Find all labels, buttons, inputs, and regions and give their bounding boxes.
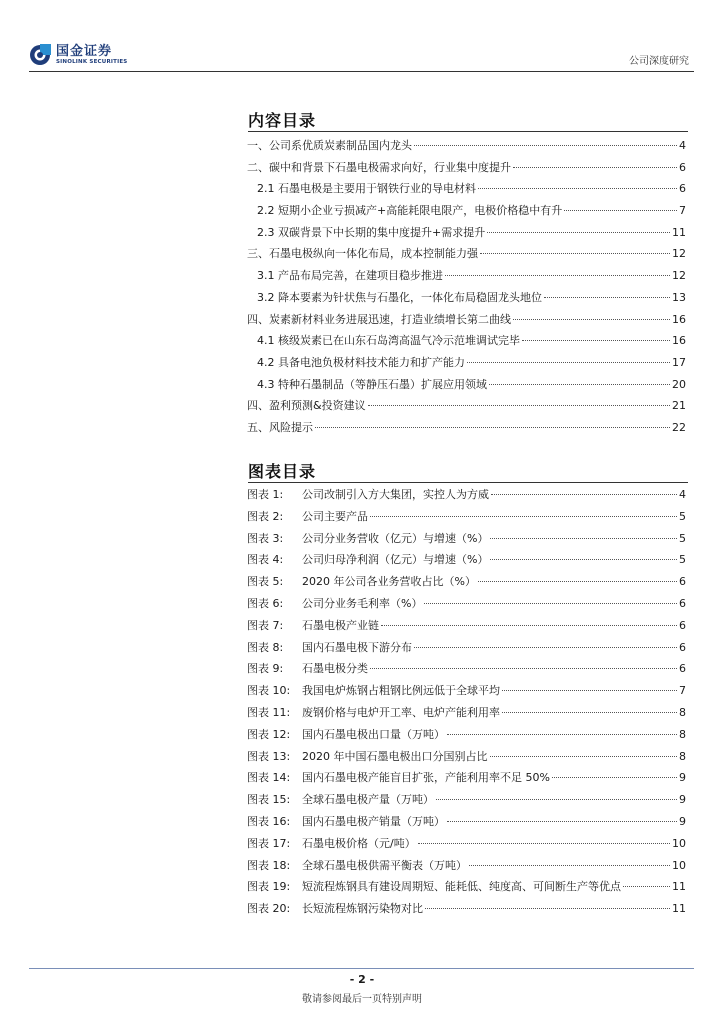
figure-entry[interactable] bbox=[247, 617, 686, 639]
figure-entry-number: 图表 9: bbox=[247, 662, 284, 676]
figure-entry-number: 图表 10: bbox=[247, 684, 291, 698]
figure-leader-dots bbox=[502, 690, 677, 691]
toc-entry-label: 4.1 核级炭素已在山东石岛湾高温气冷示范堆调试完毕 bbox=[257, 334, 520, 348]
figure-entry-page: 5 bbox=[679, 531, 686, 545]
figure-entry-page: 4 bbox=[679, 488, 686, 501]
logo-chinese-name: 国金证券 bbox=[56, 43, 113, 59]
toc-leader-dots bbox=[480, 253, 670, 254]
figure-entry-page: 11 bbox=[672, 880, 686, 894]
figure-entry-number: 图表 18: bbox=[247, 858, 291, 872]
toc-entry-page: 6 bbox=[679, 182, 686, 196]
toc-leader-dots bbox=[315, 427, 670, 428]
toc-entry-page: 11 bbox=[672, 225, 686, 239]
toc-entry[interactable] bbox=[247, 397, 686, 419]
toc-title: 内容目录 bbox=[248, 111, 317, 130]
toc-entry-page: 4 bbox=[679, 139, 686, 152]
figure-entry-number: 图表 20: bbox=[247, 902, 291, 916]
figure-entry-page: 6 bbox=[679, 596, 686, 610]
figure-leader-dots bbox=[478, 581, 677, 582]
figure-entry-number: 图表 2: bbox=[247, 509, 284, 523]
figure-leader-dots bbox=[490, 559, 677, 560]
figure-entry-label: 公司改制引入方大集团，实控人为方威 bbox=[302, 488, 489, 501]
toc-entry-page: 12 bbox=[672, 269, 686, 283]
figure-leader-dots bbox=[414, 647, 677, 648]
figure-entry-number: 图表 11: bbox=[247, 705, 291, 719]
figure-entry-label: 公司分业务营收（亿元）与增速（%） bbox=[302, 531, 489, 545]
figure-entry[interactable] bbox=[247, 813, 686, 835]
figure-entry-page: 6 bbox=[679, 640, 686, 654]
figure-entry[interactable] bbox=[247, 639, 686, 661]
toc-entry-page: 12 bbox=[672, 247, 686, 261]
figure-entry-page: 6 bbox=[679, 618, 686, 632]
toc-leader-dots bbox=[478, 188, 677, 189]
figure-entry[interactable] bbox=[247, 660, 686, 682]
toc-entry-page: 21 bbox=[672, 399, 686, 413]
toc-entry[interactable] bbox=[247, 354, 686, 376]
figure-leader-dots bbox=[623, 886, 670, 887]
figure-entry-label: 废钢价格与电炉开工率、电炉产能利用率 bbox=[302, 705, 500, 719]
toc-entry-label: 2.2 短期小企业亏损减产+高能耗限电限产，电极价格稳中有升 bbox=[257, 204, 563, 218]
figure-entry-number: 图表 17: bbox=[247, 836, 291, 850]
figure-entry-page: 7 bbox=[679, 684, 686, 698]
figure-entry-number: 图表 1: bbox=[247, 488, 284, 501]
figure-entry-label: 石墨电极产业链 bbox=[302, 618, 379, 632]
toc-entry-page: 22 bbox=[672, 420, 686, 434]
toc-entry-label: 3.2 降本要素为针状焦与石墨化，一体化布局稳固龙头地位 bbox=[257, 290, 542, 304]
figure-entry-label: 2020 年中国石墨电极出口分国别占比 bbox=[302, 749, 488, 763]
toc-entry[interactable] bbox=[247, 332, 686, 354]
figure-entry-label: 国内石墨电极出口量（万吨） bbox=[302, 727, 445, 741]
figure-entry-page: 5 bbox=[679, 509, 686, 523]
figure-entry-label: 国内石墨电极下游分布 bbox=[302, 640, 412, 654]
toc-title-divider bbox=[248, 131, 688, 132]
figure-leader-dots bbox=[447, 734, 677, 735]
figure-entry-number: 图表 7: bbox=[247, 618, 284, 632]
toc-entry-label: 2.3 双碳背景下中长期的集中度提升+需求提升 bbox=[257, 225, 486, 239]
figure-entry-page: 8 bbox=[679, 749, 686, 763]
footer-divider bbox=[29, 968, 694, 969]
toc-leader-dots bbox=[467, 362, 670, 363]
toc-entry-label: 二、碳中和背景下石墨电极需求向好，行业集中度提升 bbox=[247, 160, 511, 174]
figure-entry[interactable] bbox=[247, 573, 686, 595]
figure-entry-label: 公司主要产品 bbox=[302, 509, 368, 523]
figure-entry-number: 图表 6: bbox=[247, 596, 284, 610]
toc-leader-dots bbox=[544, 297, 670, 298]
logo-english-name: SINOLINK SECURITIES bbox=[56, 58, 128, 65]
figure-leader-dots bbox=[469, 865, 670, 866]
footer-disclaimer: 敬请参阅最后一页特别声明 bbox=[302, 994, 422, 1005]
figure-entry-page: 8 bbox=[679, 727, 686, 741]
toc-entry[interactable] bbox=[247, 137, 686, 159]
figure-entry-page: 10 bbox=[672, 858, 686, 872]
header-divider bbox=[29, 71, 694, 72]
figure-entry-number: 图表 4: bbox=[247, 553, 284, 567]
toc-entry[interactable] bbox=[247, 180, 686, 202]
toc-entry-page: 16 bbox=[672, 312, 686, 326]
document-type: 公司深度研究 bbox=[629, 56, 689, 67]
figure-entry-page: 11 bbox=[672, 902, 686, 916]
figure-leader-dots bbox=[490, 538, 677, 539]
toc-leader-dots bbox=[445, 275, 670, 276]
company-logo bbox=[29, 42, 127, 68]
figure-entry-number: 图表 19: bbox=[247, 880, 291, 894]
toc-entry-page: 17 bbox=[672, 355, 686, 369]
toc-entry[interactable] bbox=[247, 159, 686, 181]
toc-entry-label: 一、公司系优质炭素制品国内龙头 bbox=[247, 139, 412, 152]
figure-entry[interactable] bbox=[247, 595, 686, 617]
toc-entry-label: 四、炭素新材料业务进展迅速，打造业绩增长第二曲线 bbox=[247, 312, 511, 326]
toc-entry-label: 4.3 特种石墨制品（等静压石墨）扩展应用领域 bbox=[257, 377, 487, 391]
figure-entry-number: 图表 8: bbox=[247, 640, 284, 654]
toc-entry[interactable] bbox=[247, 245, 686, 267]
figure-entry[interactable] bbox=[247, 748, 686, 770]
figure-entry-number: 图表 3: bbox=[247, 531, 284, 545]
figure-entry-page: 9 bbox=[679, 771, 686, 785]
figure-entry[interactable] bbox=[247, 857, 686, 879]
figure-entry-label: 国内石墨电极产能盲目扩张，产能利用率不足 50% bbox=[302, 771, 550, 785]
figure-entry-label: 石墨电极分类 bbox=[302, 662, 368, 676]
figure-entry-label: 公司分业务毛利率（%） bbox=[302, 596, 423, 610]
figure-entry-number: 图表 16: bbox=[247, 814, 291, 828]
toc-entry-page: 6 bbox=[679, 160, 686, 174]
figure-entry[interactable] bbox=[247, 508, 686, 530]
list-of-figures bbox=[247, 486, 686, 922]
toc-entry-label: 4.2 具备电池负极材料技术能力和扩产能力 bbox=[257, 355, 465, 369]
page-header bbox=[0, 0, 724, 78]
figure-entry-label: 国内石墨电极产销量（万吨） bbox=[302, 814, 445, 828]
figure-leader-dots bbox=[370, 516, 677, 517]
figure-entry-label: 石墨电极价格（元/吨） bbox=[302, 836, 416, 850]
figure-entry[interactable] bbox=[247, 726, 686, 748]
toc-entry[interactable] bbox=[247, 224, 686, 246]
figure-entry[interactable] bbox=[247, 878, 686, 900]
toc-entry-label: 四、盈利预测&投资建议 bbox=[247, 399, 366, 413]
figure-entry-number: 图表 12: bbox=[247, 727, 291, 741]
toc-entry-label: 五、风险提示 bbox=[247, 420, 313, 434]
figure-entry-label: 我国电炉炼钢占粗钢比例远低于全球平均 bbox=[302, 684, 500, 698]
toc-entry[interactable] bbox=[247, 419, 686, 441]
toc-leader-dots bbox=[489, 384, 670, 385]
figure-leader-dots bbox=[370, 668, 677, 669]
figure-leader-dots bbox=[418, 843, 670, 844]
figure-entry[interactable] bbox=[247, 791, 686, 813]
toc-entry[interactable] bbox=[247, 311, 686, 333]
toc-leader-dots bbox=[368, 405, 670, 406]
figure-entry[interactable] bbox=[247, 486, 686, 508]
toc-entry[interactable] bbox=[247, 267, 686, 289]
figure-leader-dots bbox=[447, 821, 677, 822]
figure-leader-dots bbox=[381, 625, 677, 626]
toc-leader-dots bbox=[513, 167, 677, 168]
figure-leader-dots bbox=[490, 756, 678, 757]
toc-leader-dots bbox=[513, 319, 670, 320]
toc-entry-label: 2.1 石墨电极是主要用于钢铁行业的导电材料 bbox=[257, 182, 476, 196]
figure-entry-label: 全球石墨电极供需平衡表（万吨） bbox=[302, 858, 467, 872]
figure-leader-dots bbox=[491, 494, 677, 495]
toc-entry[interactable] bbox=[247, 376, 686, 398]
figure-entry[interactable] bbox=[247, 900, 686, 922]
figure-title-divider bbox=[248, 482, 688, 483]
figure-leader-dots bbox=[502, 712, 677, 713]
figure-entry[interactable] bbox=[247, 530, 686, 552]
figure-entry[interactable] bbox=[247, 835, 686, 857]
page-number: - 2 - bbox=[349, 973, 375, 986]
figure-leader-dots bbox=[436, 799, 677, 800]
figure-entry[interactable] bbox=[247, 682, 686, 704]
figure-entry-label: 公司归母净利润（亿元）与增速（%） bbox=[302, 553, 489, 567]
figure-entry-label: 2020 年公司各业务营收占比（%） bbox=[302, 575, 476, 589]
figure-entry-page: 9 bbox=[679, 793, 686, 807]
figure-entry-page: 6 bbox=[679, 575, 686, 589]
toc-leader-dots bbox=[522, 340, 670, 341]
figure-entry-number: 图表 15: bbox=[247, 793, 291, 807]
sinolink-logo-icon bbox=[29, 44, 51, 66]
figure-leader-dots bbox=[552, 777, 677, 778]
figure-entry-number: 图表 5: bbox=[247, 575, 284, 589]
figure-entry-page: 8 bbox=[679, 705, 686, 719]
toc-entry-page: 20 bbox=[672, 377, 686, 391]
figure-entry-page: 10 bbox=[672, 836, 686, 850]
toc-leader-dots bbox=[487, 232, 670, 233]
figure-entry-label: 短流程炼钢具有建设周期短、能耗低、纯度高、可间断生产等优点 bbox=[302, 880, 621, 894]
toc-entry-page: 13 bbox=[672, 290, 686, 304]
toc-entry-page: 16 bbox=[672, 334, 686, 348]
figure-leader-dots bbox=[424, 603, 677, 604]
toc-entry-page: 7 bbox=[679, 204, 686, 218]
toc-leader-dots bbox=[564, 210, 677, 211]
figure-entry-number: 图表 14: bbox=[247, 771, 291, 785]
figure-entry-page: 5 bbox=[679, 553, 686, 567]
figure-entry[interactable] bbox=[247, 704, 686, 726]
figure-entry[interactable] bbox=[247, 551, 686, 573]
figure-entry-page: 6 bbox=[679, 662, 686, 676]
figure-entry[interactable] bbox=[247, 769, 686, 791]
figure-entry-label: 全球石墨电极产量（万吨） bbox=[302, 793, 434, 807]
toc-leader-dots bbox=[414, 145, 677, 146]
table-of-contents bbox=[247, 137, 686, 441]
toc-entry[interactable] bbox=[247, 202, 686, 224]
figure-list-title: 图表目录 bbox=[248, 462, 317, 481]
toc-entry-label: 三、石墨电极纵向一体化布局，成本控制能力强 bbox=[247, 247, 478, 261]
figure-leader-dots bbox=[425, 908, 670, 909]
toc-entry-label: 3.1 产品布局完善，在建项目稳步推进 bbox=[257, 269, 443, 283]
figure-entry-page: 9 bbox=[679, 814, 686, 828]
toc-entry[interactable] bbox=[247, 289, 686, 311]
figure-entry-label: 长短流程炼钢污染物对比 bbox=[302, 902, 423, 916]
figure-entry-number: 图表 13: bbox=[247, 749, 291, 763]
